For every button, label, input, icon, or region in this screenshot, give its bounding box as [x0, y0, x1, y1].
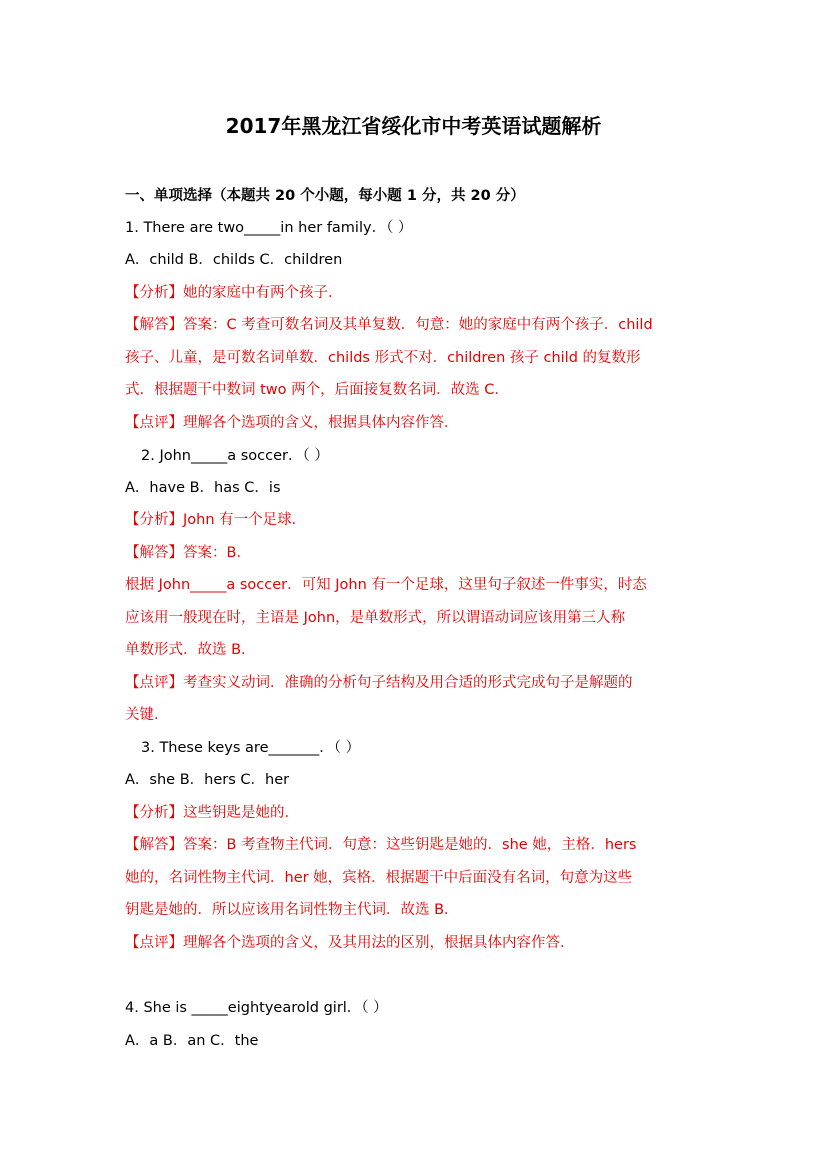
q3-options: A．she B．hers C．her	[125, 772, 290, 788]
q2-answer-line-4: 单数形式．故选 B．	[125, 642, 256, 658]
q1-options: A．child B．childs C．children	[125, 252, 343, 268]
q3-stem: 3. These keys are_______．（ ）	[141, 740, 361, 756]
q3-review: 【点评】理解各个选项的含义，及其用法的区别，根据具体内容作答．	[125, 935, 575, 951]
q1-answer-line-1: 【解答】答案：C 考查可数名词及其单复数．句意：她的家庭中有两个孩子．child	[125, 317, 653, 333]
q3-answer-line-3: 钥匙是她的．所以应该用名词性物主代词．故选 B．	[125, 902, 459, 918]
q1-stem: 1. There are two_____in her family．（ ）	[125, 220, 413, 236]
page-title: 2017年黑龙江省绥化市中考英语试题解析	[225, 114, 602, 138]
q2-answer-line-1: 【解答】答案：B．	[125, 545, 251, 561]
q4-options: A．a B．an C．the	[125, 1033, 259, 1049]
q3-answer-line-1: 【解答】答案：B 考查物主代词．句意：这些钥匙是她的．she 她，主格．hers	[125, 837, 637, 853]
q4-stem: 4. She is _____eight﻿year﻿old girl．（ ）	[125, 1000, 388, 1016]
q2-stem: 2. John_____a soccer．（ ）	[141, 448, 329, 464]
q3-analysis: 【分析】这些钥匙是她的．	[125, 805, 299, 821]
q3-answer-line-2: 她的，名词性物主代词．her 她，宾格．根据题干中后面没有名词，句意为这些	[125, 870, 633, 886]
q2-answer-line-2: 根据 John_____a soccer．可知 John 有一个足球，这里句子叙述一件事实，时态	[125, 577, 647, 593]
q2-answer-line-3: 应该用一般现在时，主语是 John，是单数形式，所以谓语动词应该用第三人称	[125, 610, 626, 626]
q1-answer-line-3: 式．根据题干中数词 two 两个，后面接复数名词．故选 C．	[125, 382, 509, 398]
q2-review-line-1: 【点评】考查实义动词．准确的分析句子结构及用合适的形式完成句子是解题的	[125, 675, 633, 691]
q2-review-line-2: 关键．	[125, 707, 169, 723]
q2-analysis: 【分析】John 有一个足球．	[125, 512, 307, 528]
q1-analysis: 【分析】她的家庭中有两个孩子．	[125, 285, 343, 301]
q2-options: A．have B．has C．is	[125, 480, 281, 496]
q1-review: 【点评】理解各个选项的含义，根据具体内容作答．	[125, 415, 459, 431]
q1-answer-line-2: 孩子、儿童，是可数名词单数．childs 形式不对．children 孩子 child 的复数形	[125, 350, 641, 366]
section-heading: 一、单项选择（本题共 20 个小题，每小题 1 分，共 20 分）	[125, 188, 525, 204]
